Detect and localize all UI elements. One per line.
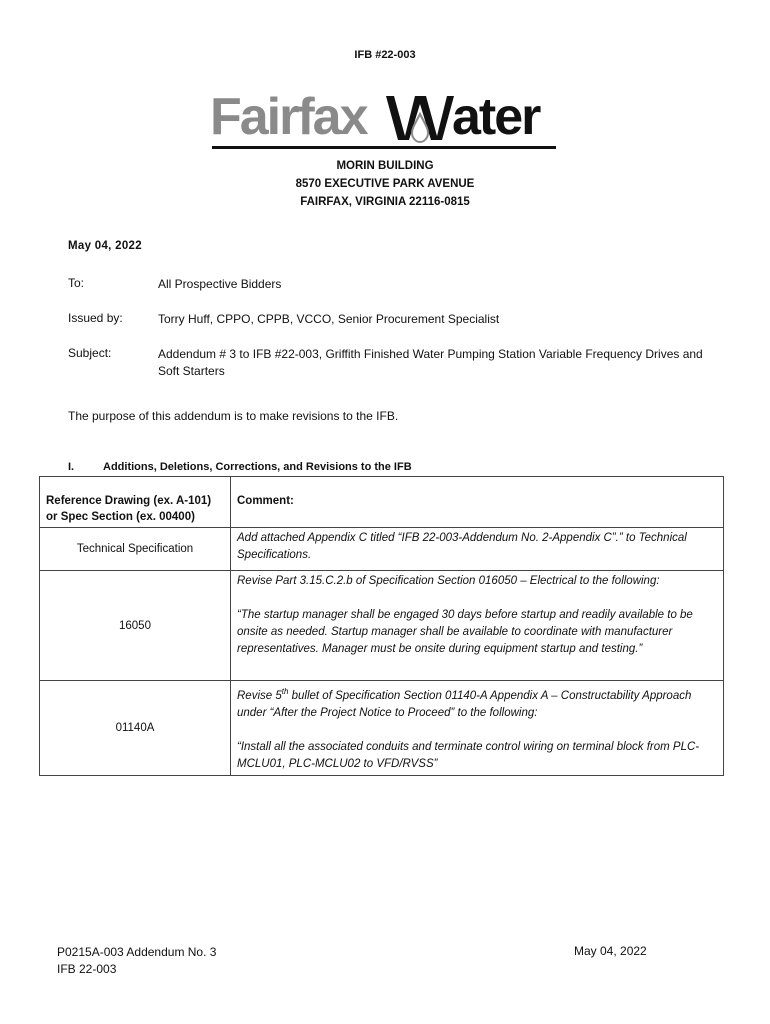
row3-instruction-part-b: bullet of Specification Section 01140-A Appendix A – Constructability Approach under “After the Project Notice to Proceed” to the following: — [237, 689, 692, 719]
footer-doc-id: P0215A-003 Addendum No. 3 — [57, 945, 217, 959]
header-reference-line-1: Reference Drawing (ex. A-101) — [46, 495, 212, 507]
table-row — [40, 528, 724, 571]
row3-instruction-part-a: Revise 5 — [237, 689, 282, 702]
issued-by-label: Issued by: — [68, 311, 123, 325]
footer-ifb: IFB 22-003 — [57, 962, 117, 976]
section-number: I. — [68, 461, 75, 473]
table-row — [40, 681, 724, 776]
footer-date: May 04, 2022 — [574, 944, 647, 958]
revisions-table — [39, 476, 724, 776]
section-title: Additions, Deletions, Corrections, and Revisions to the IFB — [103, 461, 412, 473]
ifb-number: IFB #22-003 — [354, 49, 416, 61]
row2-comment-cell — [231, 571, 724, 681]
to-value: All Prospective Bidders — [158, 277, 282, 291]
header-comment: Comment: — [237, 495, 294, 507]
logo-text-ater: ater — [452, 88, 540, 146]
letter-date: May 04, 2022 — [68, 240, 142, 252]
row3-comment-instruction — [237, 683, 717, 722]
fairfax-water-logo — [208, 84, 562, 158]
table-row — [40, 571, 724, 681]
row1-reference: Technical Specification — [40, 528, 231, 571]
row3-comment-quote: “Install all the associated conduits and terminate control wiring on terminal block from PLC-MCLU01, PLC-MCLU02 to VFD/RVSS” — [237, 740, 700, 770]
address-line-1: MORIN BUILDING — [336, 160, 434, 172]
row1-comment: Add attached Appendix C titled “IFB 22-003-Addendum No. 2-Appendix C”.” to Technical Specifications. — [231, 528, 724, 571]
header-comment-cell — [231, 477, 724, 528]
table-header-row — [40, 477, 724, 528]
subject-value: Addendum # 3 to IFB #22-003, Griffith Finished Water Pumping Station Variable Frequency Drives and Soft Starters — [158, 347, 703, 378]
logo-text-fairfax: Fairfax — [210, 88, 367, 146]
footer-left — [57, 944, 216, 978]
row3-comment-cell — [231, 681, 724, 776]
to-label: To: — [68, 276, 85, 290]
row2-comment-instruction: Revise Part 3.15.C.2.b of Specification Section 016050 – Electrical to the following: — [237, 575, 660, 587]
row3-ordinal-suffix: th — [281, 687, 289, 696]
subject-label: Subject: — [68, 346, 112, 360]
purpose-statement: The purpose of this addendum is to make revisions to the IFB. — [68, 409, 399, 423]
issued-by-value: Torry Huff, CPPO, CPPB, VCCO, Senior Procurement Specialist — [158, 312, 500, 326]
logo-underline — [212, 146, 556, 149]
row3-reference: 01140A — [40, 681, 231, 776]
address-line-2: 8570 EXECUTIVE PARK AVENUE — [295, 178, 475, 190]
row2-comment-quote: “The startup manager shall be engaged 30 days before startup and readily available to be onsite as needed. Startup manager shall be available to coordinate with manufacturer representatives. Manager must be onsite during equipment startup and testing.” — [237, 609, 693, 655]
address-line-3: FAIRFAX, VIRGINIA 22116-0815 — [300, 196, 470, 208]
header-reference-cell — [40, 477, 231, 528]
header-reference-line-2: or Spec Section (ex. 00400) — [46, 511, 195, 523]
row2-reference: 16050 — [40, 571, 231, 681]
